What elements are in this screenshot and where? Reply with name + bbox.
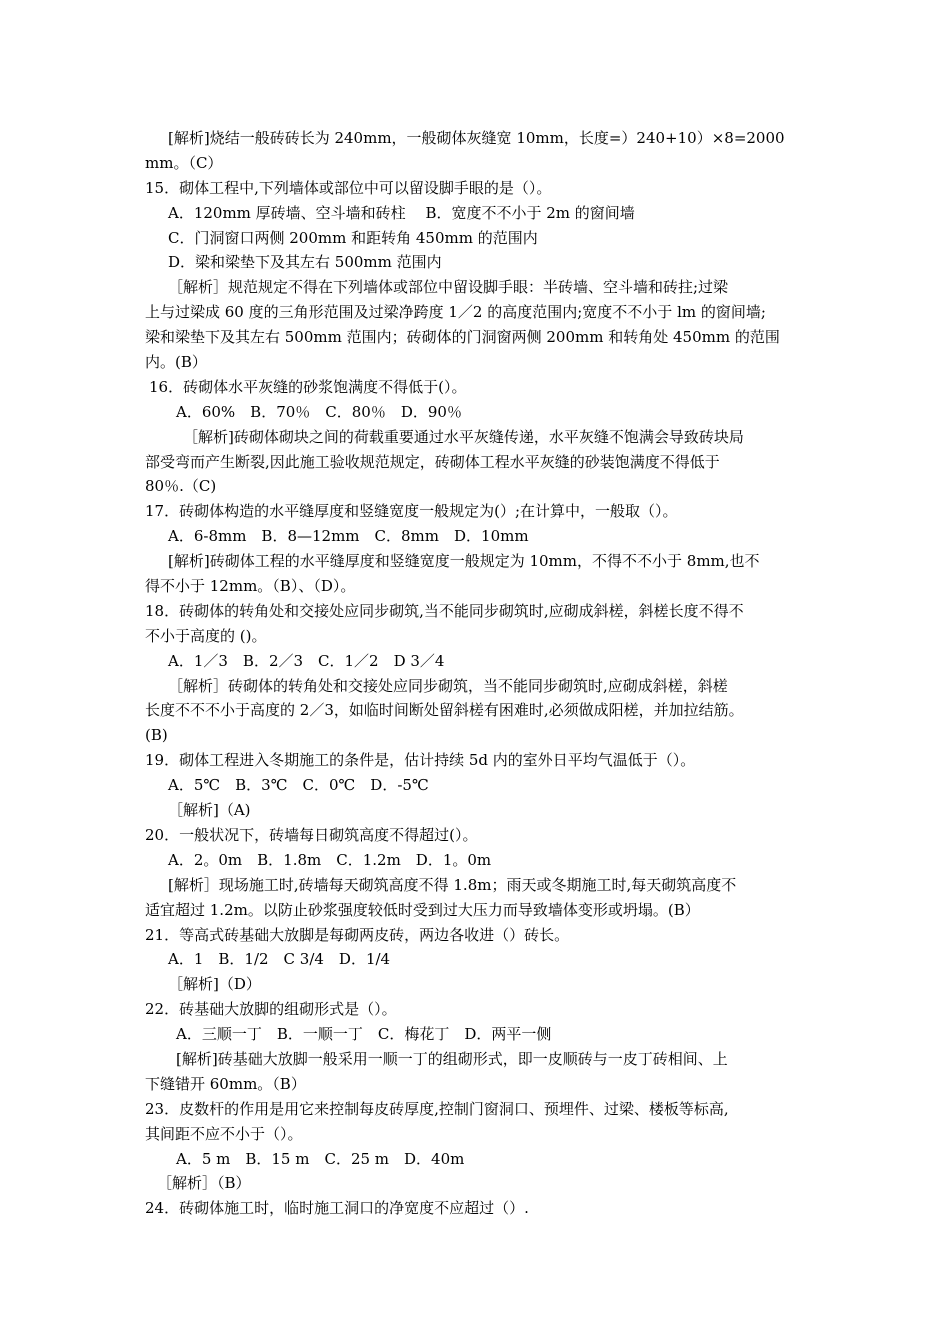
option-line: A．6-8mm B．8—12mm C．8mm D．10mm [168, 527, 529, 546]
analysis-line: [解析]砖基础大放脚一般采用一顺一丁的组砌形式，即一皮顺砖与一皮丁砖相间、上 [176, 1049, 728, 1068]
analysis-line: ［解析]（A) [168, 801, 251, 820]
analysis-line: [解析]烧结一般砖砖长为 240mm，一般砌体灰缝宽 10mm，长度=）240+10）×8=2000 [168, 129, 785, 147]
analysis-line: 上与过梁成 60 度的三角形范围及过梁净跨度 1／2 的高度范围内;宽度不不小于 lm 的窗间墙; [145, 303, 766, 322]
analysis-line: [解析］现场施工时,砖墙每天砌筑高度不得 1.8m；雨天或冬期施工时,每天砌筑高度不 [168, 875, 737, 894]
analysis-line: [解析]砖砌体工程的水平缝厚度和竖缝宽度一般规定为 10mm，不得不不小于 8mm,也不 [168, 552, 760, 571]
question-23: 23．皮数杆的作用是用它来控制每皮砖厚度,控制门窗洞口、预埋件、过梁、楼板等标高, [145, 1099, 729, 1118]
option-line: A．1／3 B．2／3 C．1／2 D 3／4 [168, 651, 445, 670]
analysis-line: (B) [145, 726, 168, 745]
document-body [145, 126, 807, 1221]
analysis-line: ［解析]砖砌体砌块之间的荷载重要通过水平灰缝传递，水平灰缝不饱满会导致砖块局 [183, 427, 744, 446]
analysis-line: ［解析］砖砌体的转角处和交接处应同步砌筑，当不能同步砌筑时,应砌成斜槎，斜槎 [168, 676, 728, 695]
analysis-line: 内。(B） [145, 353, 207, 372]
option-line: A．5℃ B．3℃ C．0℃ D．-5℃ [168, 776, 429, 795]
question-24: 24．砖砌体施工时，临时施工洞口的净宽度不应超过（）. [145, 1199, 529, 1218]
question-19: 19．砌体工程进入冬期施工的条件是，估计持续 5d 内的室外日平均气温低于（）。 [145, 751, 696, 770]
option-line: A．2。0m B．1.8m C．1.2m D．1。0m [168, 850, 492, 869]
option-line: A．三顺一丁 B．一顺一丁 C．梅花丁 D．两平一侧 [176, 1025, 552, 1044]
analysis-line: 得不小于 12mm。（B）、（D）。 [145, 577, 356, 596]
question-line: 不小于高度的 ()。 [145, 626, 267, 645]
analysis-line: ［解析］（B） [157, 1174, 251, 1193]
option-line: A．120mm 厚砖墙、空斗墙和砖柱 B．宽度不不小于 2m 的窗间墙 [168, 203, 635, 222]
question-22: 22．砖基础大放脚的组砌形式是（）。 [145, 1000, 397, 1019]
option-line: A．60% B．70％ C．80％ D．90％ [176, 402, 462, 421]
analysis-line: 部受弯而产生断裂,因此施工验收规范规定，砖砌体工程水平灰缝的砂装饱满度不得低于 [145, 452, 720, 471]
question-line: 其间距不应不小于（）。 [145, 1124, 303, 1143]
option-line: A．1 B．1/2 C 3/4 D．1/4 [168, 950, 391, 969]
analysis-line: mm。（C） [145, 153, 223, 172]
analysis-line: 适宜超过 1.2m。以防止砂浆强度较低时受到过大压力而导致墙体变形或坍塌。(B） [145, 900, 700, 919]
analysis-line: 下缝错开 60mm。（B） [145, 1074, 306, 1093]
question-21: 21．等高式砖基础大放脚是每砌两皮砖，两边各收进（）砖长。 [145, 925, 570, 944]
option-line: A．5 m B．15 m C．25 m D．40m [176, 1149, 465, 1168]
analysis-line: 80％.（C) [145, 477, 217, 496]
analysis-line: ［解析］规范规定不得在下列墙体或部位中留设脚手眼：半砖墙、空斗墙和砖拄;过梁 [168, 278, 729, 297]
analysis-line: 梁和梁垫下及其左右 500mm 范围内；砖砌体的门洞窗两侧 200mm 和转角处 450mm 的范围 [145, 328, 780, 347]
option-line: D．梁和梁垫下及其左右 500mm 范围内 [168, 253, 442, 272]
question-16: 16．砖砌体水平灰缝的砂浆饱满度不得低于(）。 [149, 377, 467, 396]
question-20: 20．一般状况下，砖墙每日砌筑高度不得超过(）。 [145, 825, 478, 844]
question-15: 15．砌体工程中,下列墙体或部位中可以留设脚手眼的是（）。 [145, 178, 552, 197]
question-17: 17．砖砌体构造的水平缝厚度和竖缝宽度一般规定为(）;在计算中，一般取（）。 [145, 502, 678, 521]
analysis-line: 长度不不不小于高度的 2／3，如临时间断处留斜槎有困难时,必须做成阳槎，并加拉结筋。 [145, 701, 744, 720]
option-line: C．门洞窗口两侧 200mm 和距转角 450mm 的范围内 [168, 228, 538, 247]
question-18: 18．砖砌体的转角处和交接处应同步砌筑,当不能同步砌筑时,应砌成斜槎，斜槎长度不得不 [145, 601, 744, 620]
analysis-line: ［解析]（D） [168, 975, 261, 994]
